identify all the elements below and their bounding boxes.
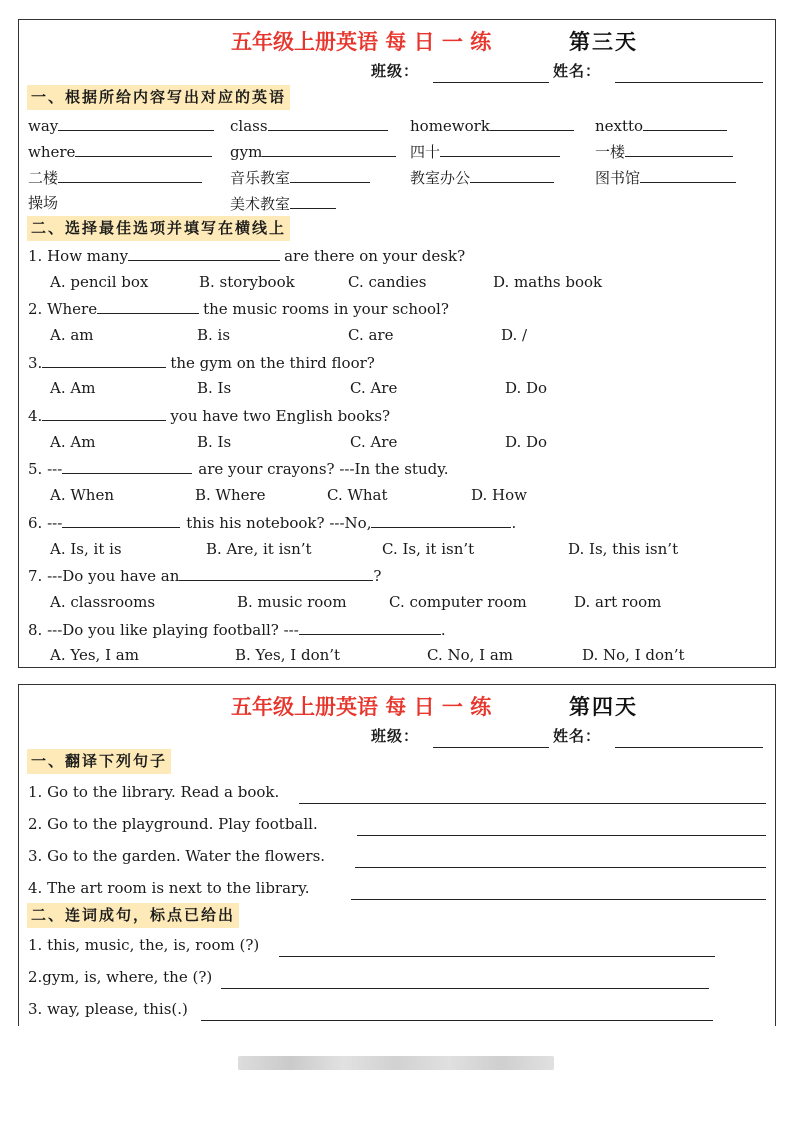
option-c[interactable]: C. Are bbox=[350, 379, 398, 397]
answer-line[interactable] bbox=[355, 867, 766, 868]
class-field[interactable] bbox=[433, 747, 549, 748]
options-row bbox=[19, 269, 775, 295]
option-c[interactable]: C. What bbox=[327, 486, 388, 504]
option-b[interactable]: B. Where bbox=[195, 486, 266, 504]
answer-blank[interactable] bbox=[290, 164, 370, 183]
vocab-item: way bbox=[28, 112, 214, 139]
section-heading-vocab: 一、根据所给内容写出对应的英语 bbox=[27, 85, 290, 110]
answer-blank[interactable] bbox=[128, 242, 280, 261]
option-c[interactable]: C. Are bbox=[350, 433, 398, 451]
name-field[interactable] bbox=[615, 82, 763, 83]
option-d[interactable]: D. Do bbox=[505, 379, 548, 397]
vocab-item: 四十 bbox=[410, 138, 560, 165]
worksheet-day-three bbox=[18, 19, 776, 668]
option-a[interactable]: A. am bbox=[50, 326, 94, 344]
option-d[interactable]: D. How bbox=[471, 486, 527, 504]
question-row: 3. the gym on the third floor? bbox=[19, 349, 775, 375]
option-d[interactable]: D. art room bbox=[574, 593, 662, 611]
option-b[interactable]: B. is bbox=[197, 326, 231, 344]
option-d[interactable]: D. maths book bbox=[493, 273, 603, 291]
answer-blank[interactable] bbox=[179, 562, 373, 581]
option-b[interactable]: B. storybook bbox=[199, 273, 295, 291]
section-heading-translate: 一、翻译下列句子 bbox=[27, 749, 171, 774]
answer-blank[interactable] bbox=[58, 112, 214, 131]
option-c[interactable]: C. No, I am bbox=[427, 646, 514, 664]
answer-line[interactable] bbox=[279, 956, 715, 957]
vocab-item: 教室办公 bbox=[410, 164, 554, 191]
worksheet-title: 五年级上册英语 每 日 一 练 bbox=[231, 695, 492, 719]
answer-blank[interactable] bbox=[62, 509, 180, 528]
answer-blank[interactable] bbox=[42, 402, 166, 421]
options-row bbox=[19, 322, 775, 348]
answer-blank[interactable] bbox=[470, 164, 554, 183]
question-row: 1. How many are there on your desk? bbox=[19, 242, 775, 268]
option-b[interactable]: B. Is bbox=[197, 379, 232, 397]
vocab-item: nextto bbox=[595, 112, 727, 139]
blurred-footer bbox=[238, 1056, 554, 1070]
answer-blank[interactable] bbox=[75, 138, 212, 157]
reorder-row: 1. this, music, the, is, room (?) bbox=[28, 936, 260, 954]
reorder-row: 3. way, please, this(.) bbox=[28, 1000, 188, 1018]
name-field[interactable] bbox=[615, 747, 763, 748]
option-a[interactable]: A. Am bbox=[50, 379, 96, 397]
answer-blank[interactable] bbox=[371, 509, 511, 528]
worksheet-title: 五年级上册英语 每 日 一 练 bbox=[231, 30, 492, 54]
answer-blank[interactable] bbox=[440, 138, 560, 157]
vocab-row bbox=[19, 112, 775, 138]
translate-row: 4. The art room is next to the library. bbox=[28, 879, 310, 897]
option-b[interactable]: B. Is bbox=[197, 433, 232, 451]
answer-blank[interactable] bbox=[268, 112, 388, 131]
option-d[interactable]: D. Is, this isn’t bbox=[568, 540, 679, 558]
answer-blank[interactable] bbox=[58, 164, 202, 183]
day-label: 第四天 bbox=[569, 695, 638, 719]
question-row: 7. ---Do you have an ? bbox=[19, 562, 775, 588]
vocab-item: gym bbox=[230, 138, 396, 165]
option-c[interactable]: C. computer room bbox=[389, 593, 527, 611]
answer-blank[interactable] bbox=[42, 349, 166, 368]
vocab-item: 一楼 bbox=[595, 138, 733, 165]
answer-blank[interactable] bbox=[643, 112, 727, 131]
answer-line[interactable] bbox=[351, 899, 766, 900]
vocab-row bbox=[19, 190, 775, 216]
vocab-item: 操场 bbox=[28, 194, 59, 212]
vocab-item: 二楼 bbox=[28, 164, 202, 191]
translate-row: 2. Go to the playground. Play football. bbox=[28, 815, 318, 833]
section-heading-choice: 二、选择最佳选项并填写在横线上 bbox=[27, 216, 290, 241]
option-a[interactable]: A. Yes, I am bbox=[50, 646, 139, 664]
option-a[interactable]: A. classrooms bbox=[50, 593, 156, 611]
options-row bbox=[19, 482, 775, 508]
class-field[interactable] bbox=[433, 82, 549, 83]
option-d[interactable]: D. No, I don’t bbox=[582, 646, 685, 664]
vocab-item: 音乐教室 bbox=[230, 164, 370, 191]
answer-line[interactable] bbox=[201, 1020, 713, 1021]
answer-blank[interactable] bbox=[299, 616, 441, 635]
answer-blank[interactable] bbox=[290, 190, 336, 209]
name-label: 姓名： bbox=[553, 62, 602, 80]
vocab-item: 美术教室 bbox=[230, 190, 336, 217]
answer-blank[interactable] bbox=[490, 112, 574, 131]
section-heading-reorder: 二、连词成句，标点已给出 bbox=[27, 903, 239, 928]
question-row: 6. --- this his notebook? ---No, . bbox=[19, 509, 775, 535]
reorder-row: 2.gym, is, where, the (?) bbox=[28, 968, 213, 986]
options-row bbox=[19, 429, 775, 455]
question-row: 8. ---Do you like playing football? --- . bbox=[19, 616, 775, 642]
option-b[interactable]: B. Yes, I don’t bbox=[235, 646, 341, 664]
question-row: 5. --- are your crayons? ---In the study. bbox=[19, 455, 775, 481]
answer-blank[interactable] bbox=[62, 455, 192, 474]
option-a[interactable]: A. Am bbox=[50, 433, 96, 451]
vocab-item: class bbox=[230, 112, 388, 139]
translate-row: 1. Go to the library. Read a book. bbox=[28, 783, 280, 801]
class-label: 班级： bbox=[371, 727, 420, 745]
vocab-item: homework bbox=[410, 112, 574, 139]
answer-blank[interactable] bbox=[262, 138, 396, 157]
options-row bbox=[19, 375, 775, 401]
option-b[interactable]: B. music room bbox=[237, 593, 347, 611]
answer-line[interactable] bbox=[357, 835, 766, 836]
answer-line[interactable] bbox=[299, 803, 766, 804]
name-label: 姓名： bbox=[553, 727, 602, 745]
option-d[interactable]: D. / bbox=[501, 326, 528, 344]
vocab-row bbox=[19, 138, 775, 164]
option-c[interactable]: C. Is, it isn’t bbox=[382, 540, 475, 558]
option-c[interactable]: C. candies bbox=[348, 273, 427, 291]
option-b[interactable]: B. Are, it isn’t bbox=[206, 540, 312, 558]
worksheet-day-four bbox=[18, 684, 776, 1026]
answer-line[interactable] bbox=[221, 988, 709, 989]
option-c[interactable]: C. are bbox=[348, 326, 394, 344]
translate-row: 3. Go to the garden. Water the flowers. bbox=[28, 847, 326, 865]
question-row: 4. you have two English books? bbox=[19, 402, 775, 428]
option-a[interactable]: A. When bbox=[50, 486, 114, 504]
option-a[interactable]: A. pencil box bbox=[50, 273, 149, 291]
options-row bbox=[19, 642, 775, 668]
option-d[interactable]: D. Do bbox=[505, 433, 548, 451]
class-label: 班级： bbox=[371, 62, 420, 80]
day-label: 第三天 bbox=[569, 30, 638, 54]
options-row bbox=[19, 589, 775, 615]
question-row: 2. Where the music rooms in your school? bbox=[19, 295, 775, 321]
vocab-item: where bbox=[28, 138, 212, 165]
options-row bbox=[19, 536, 775, 562]
vocab-row bbox=[19, 164, 775, 190]
answer-blank[interactable] bbox=[97, 295, 199, 314]
option-a[interactable]: A. Is, it is bbox=[50, 540, 122, 558]
vocab-item: 图书馆 bbox=[595, 164, 736, 191]
answer-blank[interactable] bbox=[640, 164, 736, 183]
answer-blank[interactable] bbox=[625, 138, 733, 157]
